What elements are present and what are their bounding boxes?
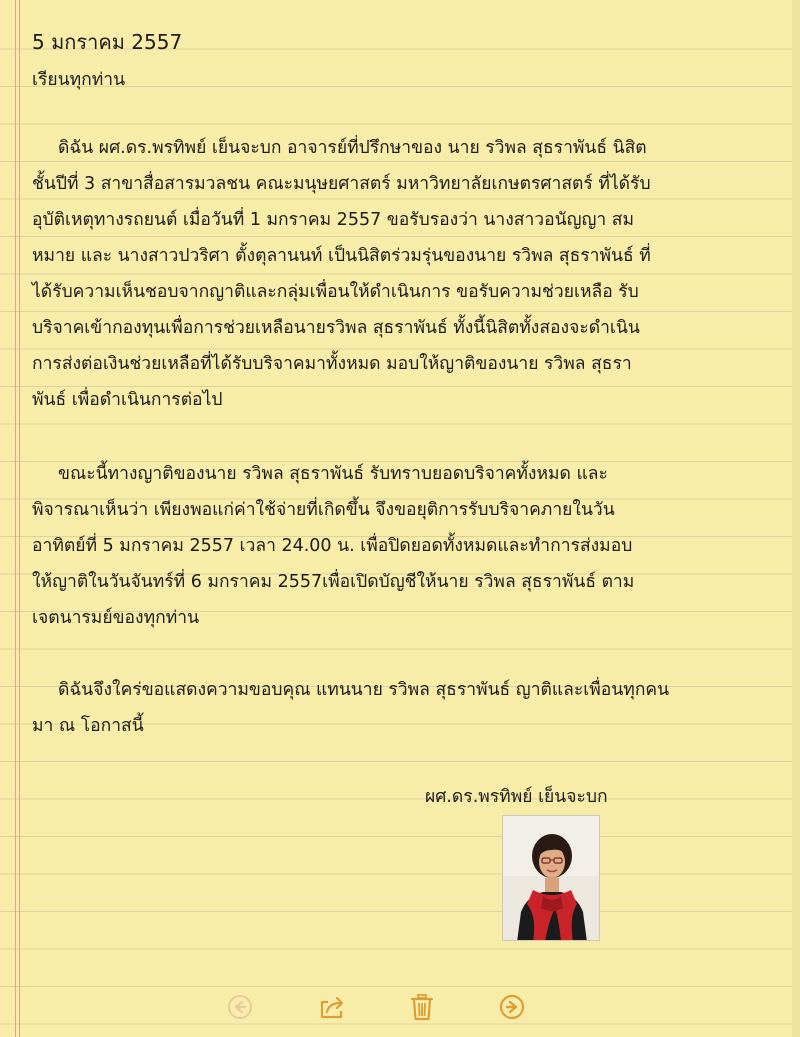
forward-arrow-circle-icon[interactable] [496, 991, 528, 1023]
paragraph-line: อาทิตย์ที่ 5 มกราคม 2557 เวลา 24.00 น. เพื่อปิดยอดทั้งหมดและทำการส่งมอบ [32, 536, 633, 556]
paragraph-line: ดิฉันจึงใคร่ขอแสดงความขอบคุณ แทนนาย รวิพล สุธราพันธ์ ญาติและเพื่อนทุกคน [58, 680, 670, 700]
paragraph-line: พิจารณาเห็นว่า เพียงพอแก่ค่าใช้จ่ายที่เกิดขึ้น จึงขอยุติการรับบริจาคภายในวัน [32, 500, 615, 520]
share-icon[interactable] [316, 991, 348, 1023]
letter-salutation: เรียนทุกท่าน [32, 70, 126, 90]
paragraph-line: ดิฉัน ผศ.ดร.พรทิพย์ เย็นจะบก อาจารย์ที่ปรึกษาของ นาย รวิพล สุธราพันธ์ นิสิต [58, 138, 647, 158]
margin-line [19, 0, 20, 1037]
back-arrow-circle-icon[interactable] [224, 991, 256, 1023]
paragraph-line: ชั้นปีที่ 3 สาขาสื่อสารมวลชน คณะมนุษยศาสตร์ มหาวิทยาลัยเกษตรศาสตร์ ที่ได้รับ [32, 174, 651, 194]
paragraph-line: มา ณ โอกาสนี้ [32, 716, 144, 736]
paragraph-line: พันธ์ เพื่อดำเนินการต่อไป [32, 390, 223, 410]
paragraph-line: ให้ญาติในวันจันทร์ที่ 6 มกราคม 2557เพื่อเปิดบัญชีให้นาย รวิพล สุธราพันธ์ ตาม [32, 572, 635, 592]
page-edge [792, 0, 800, 1037]
paragraph-line: เจตนารมย์ของทุกท่าน [32, 608, 200, 628]
note-toolbar [0, 985, 800, 1029]
signature-name: ผศ.ดร.พรทิพย์ เย็นจะบก [425, 787, 608, 807]
signer-photo [502, 815, 600, 941]
paragraph-line: อุบัติเหตุทางรถยนต์ เมื่อวันที่ 1 มกราคม 2557 ขอรับรองว่า นางสาวอนัญญา สม [32, 210, 635, 230]
trash-icon[interactable] [406, 991, 438, 1023]
paragraph-line: ได้รับความเห็นชอบจากญาติและกลุ่มเพื่อนให้ดำเนินการ ขอรับความช่วยเหลือ รับ [32, 282, 639, 302]
paragraph-line: หมาย และ นางสาวปวริศา ตั้งตุลานนท์ เป็นนิสิตร่วมรุ่นของนาย รวิพล สุธราพันธ์ ที่ [32, 246, 651, 266]
portrait-image [503, 816, 600, 941]
margin-line [15, 0, 16, 1037]
letter-date: 5 มกราคม 2557 [32, 30, 183, 54]
paragraph-line: ขณะนี้ทางญาติของนาย รวิพล สุธราพันธ์ รับทราบยอดบริจาคทั้งหมด และ [58, 464, 608, 484]
paragraph-line: การส่งต่อเงินช่วยเหลือที่ได้รับบริจาคมาทั้งหมด มอบให้ญาติของนาย รวิพล สุธรา [32, 354, 632, 374]
paragraph-line: บริจาคเข้ากองทุนเพื่อการช่วยเหลือนายรวิพล สุธราพันธ์ ทั้งนี้นิสิตทั้งสองจะดำเนิน [32, 318, 640, 338]
